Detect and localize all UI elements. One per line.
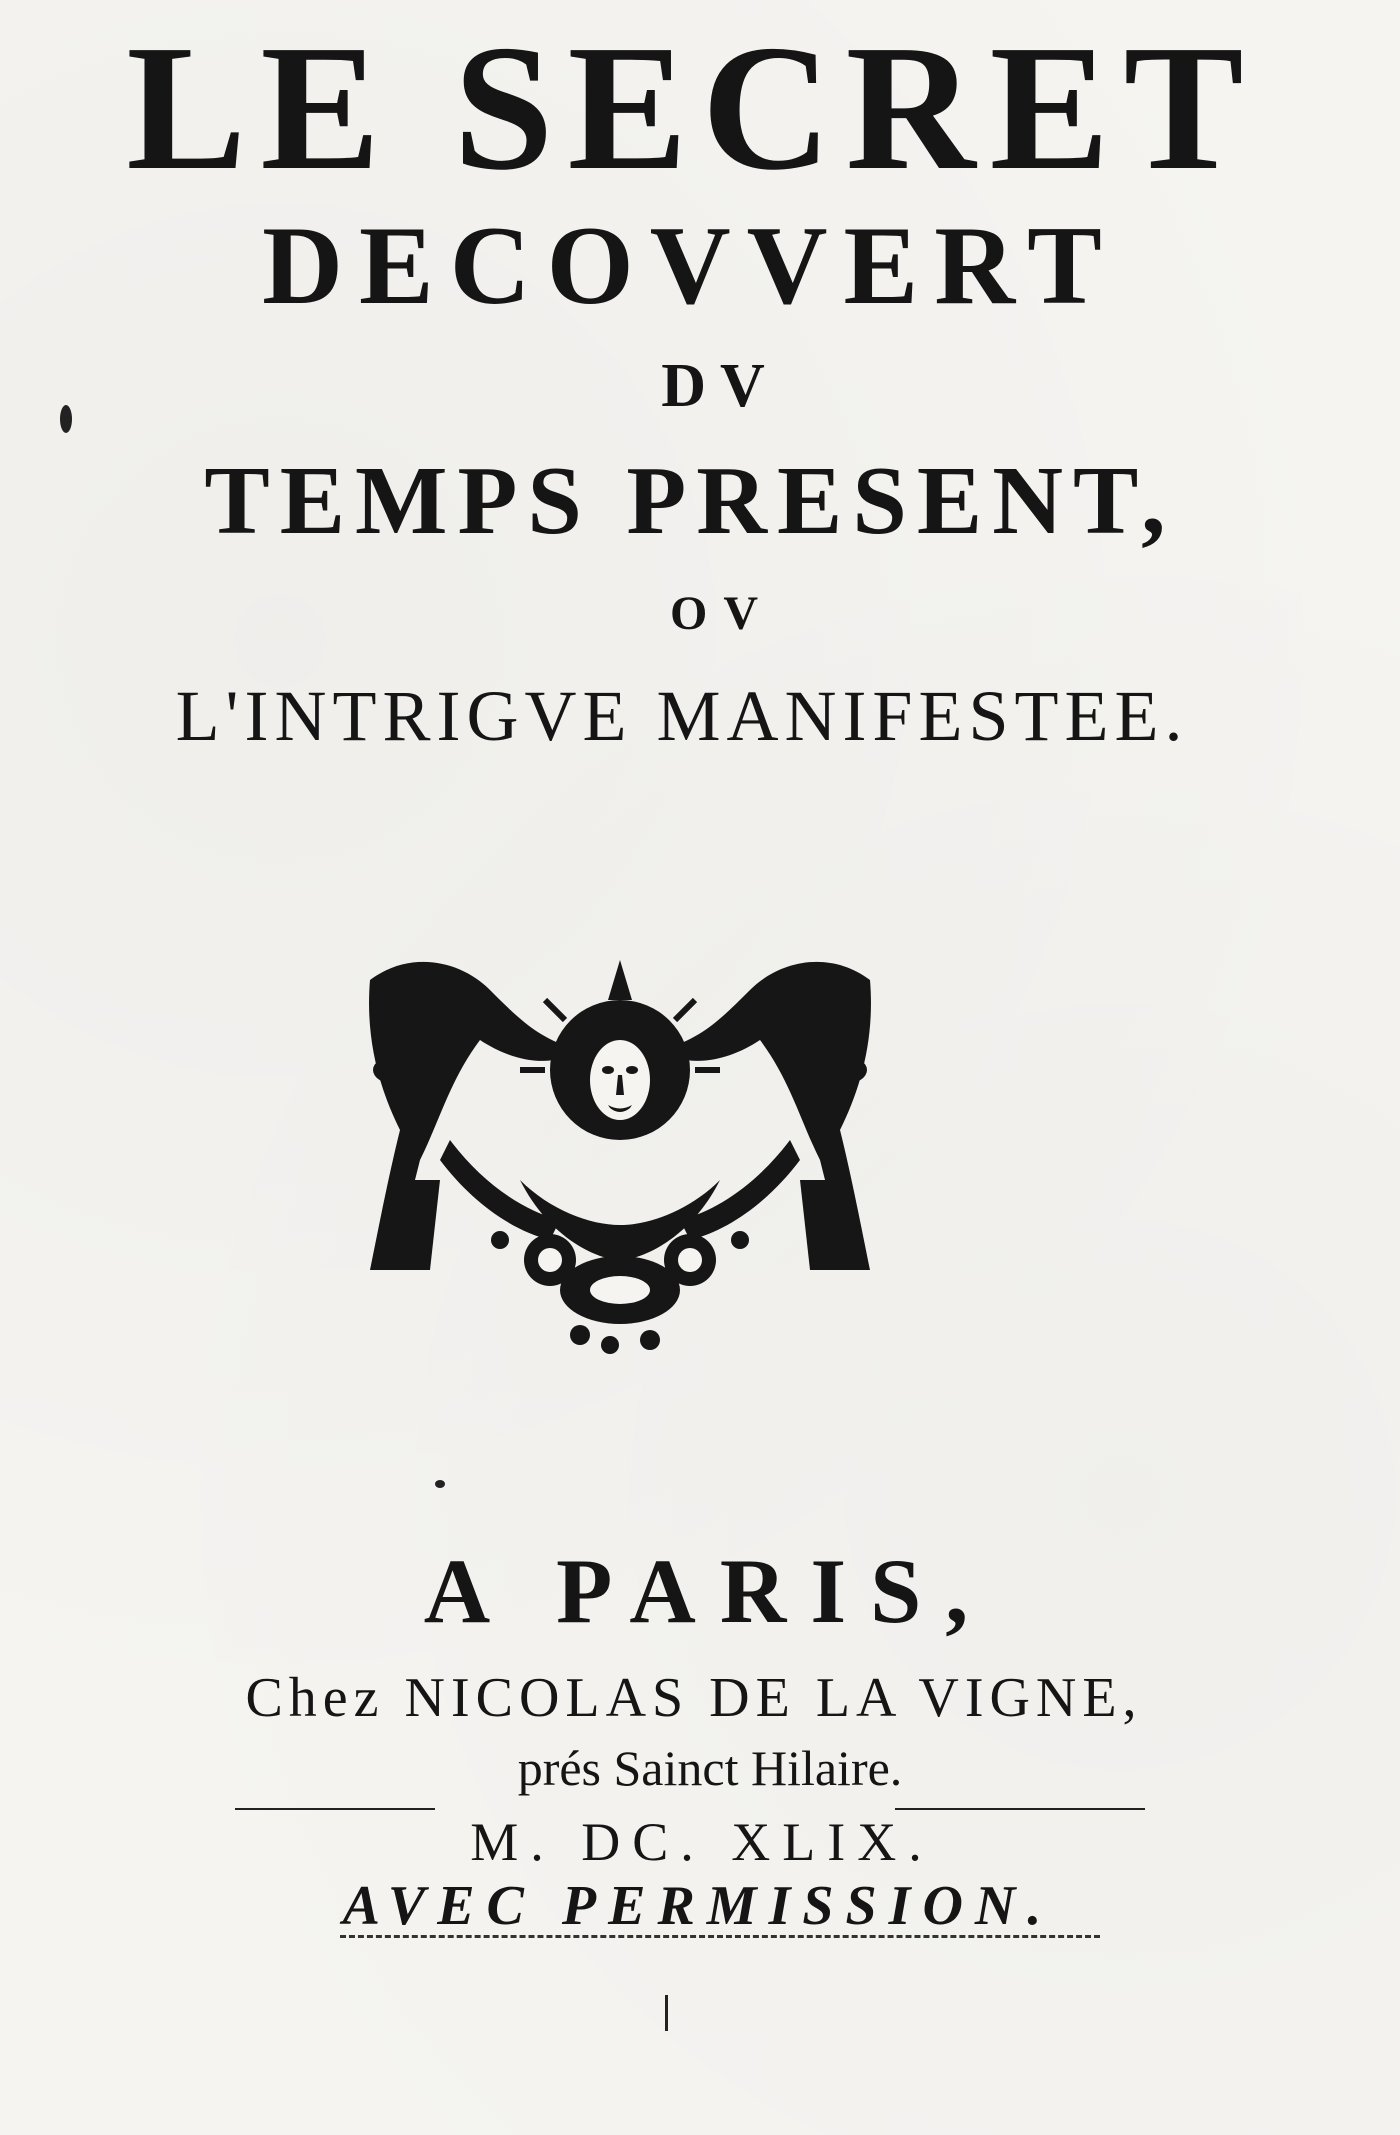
imprint-year: M. DC. XLIX. xyxy=(470,1812,934,1872)
ink-speck xyxy=(60,405,72,433)
imprint-publisher: Chez NICOLAS DE LA VIGNE, xyxy=(245,1667,1143,1729)
ink-speck xyxy=(665,1995,668,2031)
title-line-2: DECOVVERT xyxy=(262,204,1118,328)
imprint-address: prés Sainct Hilaire. xyxy=(517,1740,903,1796)
title-line-1: LE SECRET xyxy=(126,8,1258,207)
imprint-permission: AVEC PERMISSION. xyxy=(342,1875,1054,1937)
right-rule xyxy=(895,1808,1145,1810)
left-rule xyxy=(235,1808,435,1810)
imprint-place: A PARIS, xyxy=(423,1540,993,1642)
title-line-3: DV xyxy=(661,352,779,420)
title-line-4: TEMPS PRESENT, xyxy=(204,447,1176,555)
dashed-rule xyxy=(340,1935,1100,1938)
ink-speck xyxy=(435,1480,445,1488)
title-line-5: OV xyxy=(670,587,774,640)
mask-garland-ornament-icon xyxy=(350,940,890,1380)
title-line-6: L'INTRIGVE MANIFESTEE. xyxy=(175,676,1189,756)
